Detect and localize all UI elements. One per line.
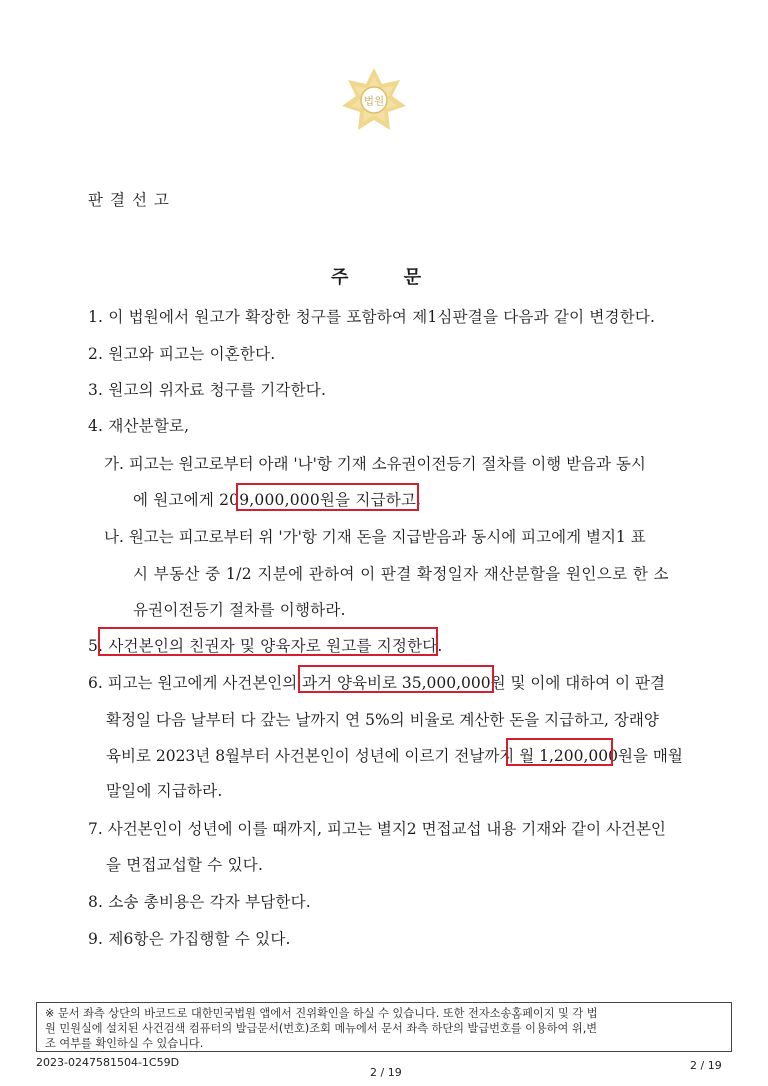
title-right: 문 <box>403 267 421 288</box>
item-9: 9. 제6항은 가집행할 수 있다. <box>88 930 291 948</box>
court-seal-logo <box>340 66 408 134</box>
item-2: 2. 원고와 피고는 이혼한다. <box>88 345 276 363</box>
judgment-heading: 판결선고 <box>88 191 176 209</box>
title-left: 주 <box>331 267 349 288</box>
highlight-209000000 <box>236 483 419 511</box>
item-4a-line-2: 에 원고에게 209,000,000원을 지급하고, <box>133 491 422 509</box>
item-4b-line-3: 유권이전등기 절차를 이행하라. <box>133 601 346 619</box>
item-3: 3. 원고의 위자료 청구를 기각한다. <box>88 381 327 399</box>
highlight-item-5 <box>98 627 438 656</box>
verification-notice <box>36 1002 732 1052</box>
item-4a-line-1: 가. 피고는 원고로부터 아래 '나'항 기재 소유권이전등기 절차를 이행 받음과 동시 <box>104 455 646 473</box>
page-number-right: 2 / 19 <box>690 1059 722 1072</box>
main-text-title <box>331 263 421 289</box>
highlight-1200000 <box>506 738 613 766</box>
item-1: 1. 이 법원에서 원고가 확장한 청구를 포함하여 제1심판결을 다음과 같이 변경한다. <box>88 308 656 326</box>
item-5: 5. 사건본인의 친권자 및 양육자로 원고를 지정한다. <box>88 637 443 655</box>
issue-number: 2023-0247581504-1C59D <box>36 1056 180 1069</box>
item-4: 4. 재산분할로, <box>88 417 190 435</box>
item-8: 8. 소송 총비용은 각자 부담한다. <box>88 893 311 911</box>
notice-line-2: 원 민원실에 설치된 사건검색 컴퓨터의 발급문서(번호)조회 메뉴에서 문서 좌측 하단의 발급번호를 이용하여 위,변 <box>45 1022 598 1035</box>
seal-text: 법원 <box>363 95 385 108</box>
item-7-line-2: 을 면접교섭할 수 있다. <box>106 856 264 874</box>
item-4b-line-2: 시 부동산 중 1/2 지분에 관하여 이 판결 확정일자 재산분할을 원인으로 한 소 <box>133 565 669 583</box>
item-4b-line-1: 나. 원고는 피고로부터 위 '가'항 기재 돈을 지급받음과 동시에 피고에게 별지1 표 <box>104 528 646 546</box>
notice-line-3: 조 여부를 확인하실 수 있습니다. <box>45 1037 204 1050</box>
item-7-line-1: 7. 사건본인이 성년에 이를 때까지, 피고는 별지2 면접교섭 내용 기재와 같이 사건본인 <box>88 820 666 838</box>
item-6-line-1: 6. 피고는 원고에게 사건본인의 과거 양육비로 35,000,000원 및 이에 대하여 이 판결 <box>88 674 665 692</box>
item-6-line-4: 말일에 지급하라. <box>106 782 223 800</box>
highlight-35000000 <box>298 665 494 693</box>
item-6-line-2: 확정일 다음 날부터 다 갚는 날까지 연 5%의 비율로 계산한 돈을 지급하고, 장래양 <box>106 711 659 729</box>
notice-line-1: ※ 문서 좌측 상단의 바코드로 대한민국법원 앱에서 진위확인을 하실 수 있습니다. 또한 전자소송홈페이지 및 각 법 <box>45 1007 598 1020</box>
page-number-center: 2 / 19 <box>370 1066 402 1079</box>
item-6-line-3: 육비로 2023년 8월부터 사건본인이 성년에 이르기 전날까지 월 1,200,000원을 매월 <box>106 747 683 765</box>
